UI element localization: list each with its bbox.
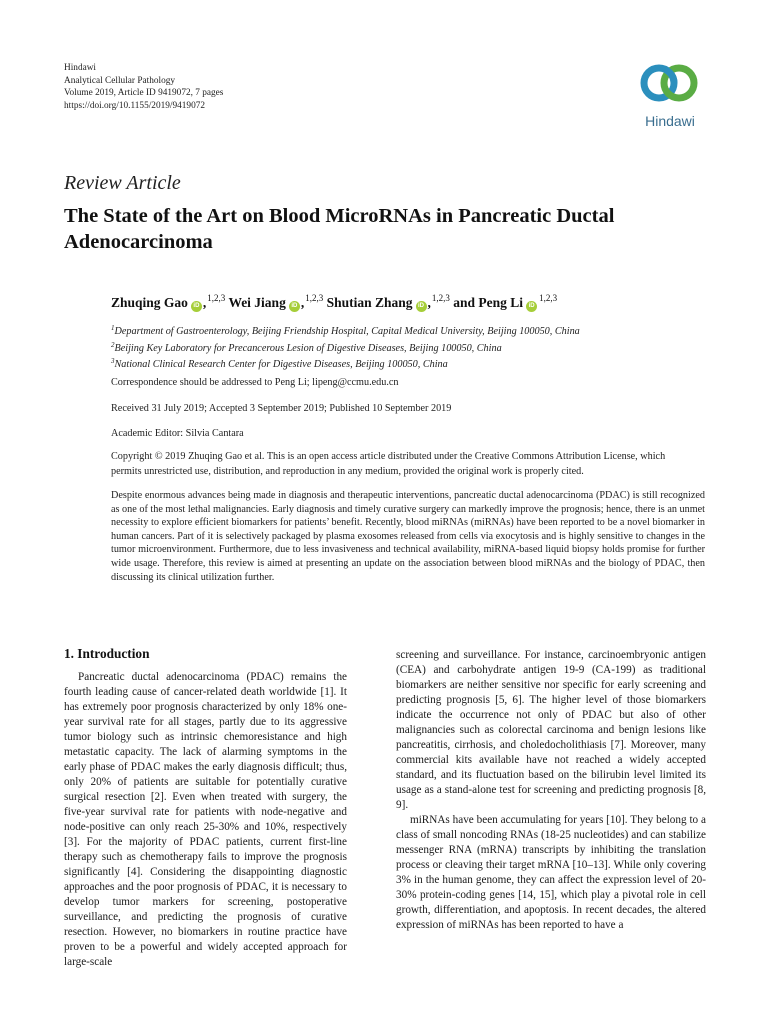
hindawi-logo	[634, 58, 714, 134]
section-heading: 1. Introduction	[64, 646, 150, 661]
publisher-name: Hindawi	[64, 63, 97, 73]
author-affiliation-marker: 1,2,3	[539, 293, 558, 303]
dates-line: Received 31 July 2019; Accepted 3 September 2019; Published 10 September 2019	[111, 403, 452, 414]
author-conjunction: and	[453, 295, 476, 310]
affiliation-item: $^1$Department of Gastroenterology, Beijing Friendship Hospital, Capital Medical University, Beijing 100050, China	[111, 324, 580, 337]
hindawi-rings-icon	[639, 58, 701, 108]
copyright-notice: Copyright © 2019 Zhuqing Gao et al. This is an open access article distributed under the Creative Commons Attribution License, which permits unrestricted use, distribution, and reproduction in any medium, provided the original work is properly cited.	[111, 451, 666, 477]
orcid-icon[interactable]: iD	[191, 301, 202, 312]
author-name[interactable]: Wei Jiang	[228, 295, 286, 310]
affiliation-item: $^3$National Clinical Research Center for Digestive Diseases, Beijing 100050, China	[111, 357, 448, 370]
publication-info	[64, 62, 223, 112]
author-list: Zhuqing Gao iD ,$^{1,2,3}$ Wei Jiang iD ,$^{1,2,3}$ Shutian Zhang iD ,$^{1,2,3}$ and Peng Li iD$^{1,2,3}$	[111, 293, 558, 310]
author-name[interactable]: Peng Li	[478, 295, 524, 310]
body-column-left	[64, 646, 347, 970]
body-paragraph: screening and surveillance. For instance, carcinoembryonic antigen (CEA) and carbohydrate antigen 19-9 (CA-199) as traditional biomarkers are neither sensitive nor specific for early screening and predicting prognosis [5, 6]. The higher level of those biomarkers indicate the occurrence not only of PDAC but also of other malignancies such as colorectal carcinoma and benign lesions like pancreatitis, cirrhosis, and choledocholithiasis [7]. Moreover, many commercial kits available have not reached a widely accepted standard, and its fluctuation based on the bilirubin level limited its usage as a stand-alone test for screening and predicting prognosis [8, 9].	[396, 649, 706, 811]
author-affiliation-marker: 1,2,3	[207, 293, 226, 303]
doi-link[interactable]: https://doi.org/10.1155/2019/9419072	[64, 100, 206, 111]
affiliation-item: $^2$Beijing Key Laboratory for Precancerous Lesion of Digestive Diseases, Beijing 100050, China	[111, 340, 502, 354]
volume-line: Volume 2019, Article ID 9419072, 7 pages	[64, 88, 224, 98]
logo-text: Hindawi	[645, 113, 695, 129]
author-name[interactable]: Zhuqing Gao	[111, 295, 188, 310]
orcid-icon[interactable]: iD	[289, 301, 300, 312]
orcid-icon[interactable]: iD	[416, 301, 427, 312]
body-paragraph: Pancreatic ductal adenocarcinoma (PDAC) remains the fourth leading cause of cancer-related death worldwide [1]. It has extremely poor prognosis characterized by only 18% one-year survival rate for all stages, partly due to its aggressive tumor biology such as intrinsic chemoresistance and high metastatic capacity. The lack of alarming symptoms in the early phase of PDAC makes the early diagnosis difficult; thus, only 20% of patients are suitable for potentially curative surgical resection [2]. Even when treated with surgery, the five-year survival rate for patients with node-negative and node-positive can only reach 25-30% and 10%, respectively [3]. For the majority of PDAC patients, current first-line therapy such as chemotherapy fails to improve the prognosis significantly [4]. Considering the disappointing diagnostic approaches and the poor prognosis of PDAC, it is necessary to develop tumor markers for screening, postoperative surveillance, and predicting the prognosis of curative resection. However, no biomarkers in routine practice have proven to be a powerful and widely accepted approach for large-scale	[64, 671, 347, 968]
author-affiliation-marker: 1,2,3	[431, 293, 450, 303]
article-title: The State of the Art on Blood MicroRNAs in Pancreatic Ductal Adenocarcinoma	[64, 205, 615, 253]
academic-editor-line: Academic Editor: Silvia Cantara	[111, 428, 244, 439]
author-name[interactable]: Shutian Zhang	[326, 295, 413, 310]
orcid-icon[interactable]: iD	[526, 301, 537, 312]
author-affiliation-marker: 1,2,3	[305, 293, 324, 303]
correspondence-line: Correspondence should be addressed to Peng Li; lipeng@ccmu.edu.cn	[111, 377, 399, 388]
abstract-text: Despite enormous advances being made in diagnosis and therapeutic interventions, pancreatic ductal adenocarcinoma (PDAC) is still recognized as one of the most lethal malignancies. Early diagnosis and timely curative surgery can markedly improve the prognosis; hence, there is an unmet necessity to explore efficient biomarkers for patients’ benefit. Recently, blood miRNAs (miRNAs) have been reported to be a novel biomarker in human cancers. Part of it is selectively packaged by plasma exosomes released from cells via exocytosis and is highly sensitive to changes in the tumor microenvironment. Furthermore, due to less invasiveness and technical availability, miRNA-based liquid biopsy holds promise for further wide usage. Therefore, this review is aimed at presenting an update on the association between blood miRNAs and the biology of PDAC, then discussing its clinical utilization further.	[111, 490, 705, 583]
body-paragraph: miRNAs have been accumulating for years [10]. They belong to a class of small noncoding RNAs (18-25 nucleotides) and can stabilize messenger RNA (mRNA) transcripts by inhibiting the translation process or cleaving their target mRNA [10–13]. While only covering 3% in the human genome, they can affect the expression level of 20-30% protein-coding genes [14, 15], which play a pivotal role in cell growth, differentiation, and apoptosis. In recent decades, the altered expression of miRNAs has been reported to have a	[396, 814, 706, 931]
journal-name: Analytical Cellular Pathology	[64, 75, 176, 86]
body-column-right	[396, 648, 706, 933]
article-type: Review Article	[64, 172, 181, 194]
affiliation-list	[111, 322, 580, 372]
